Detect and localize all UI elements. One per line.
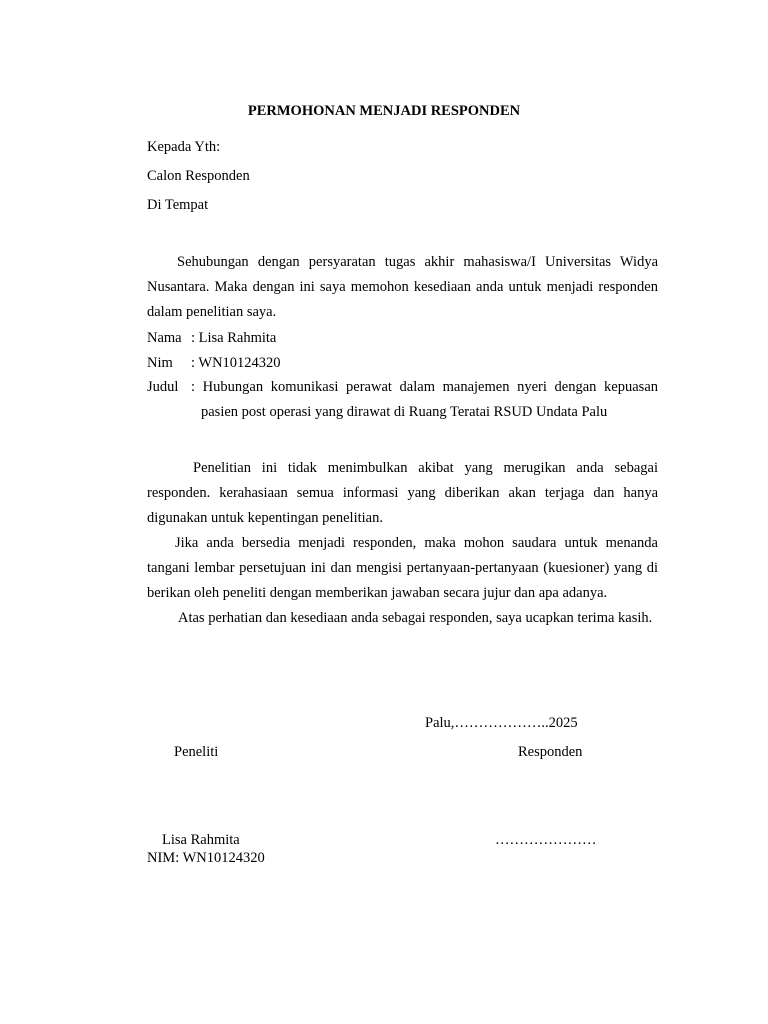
addressee-line-2: Calon Responden (147, 168, 250, 184)
field-nama (147, 331, 276, 346)
field-nim (147, 356, 281, 371)
field-judul-label: Judul (147, 379, 179, 395)
body-paragraph-2: Jika anda bersedia menjadi responden, maka mohon saudara untuk menanda tangani lembar persetujuan ini dan mengisi pertanyaan-pertanyaan (kuesioner) yang di berikan oleh peneliti dengan memberikan jawaban secara jujur dan apa adanya. (147, 535, 658, 601)
addressee-line-3: Di Tempat (147, 197, 209, 213)
signature-left-nim: NIM: WN10124320 (147, 850, 265, 866)
intro-paragraph-block (147, 250, 658, 325)
place-date: Palu,………………..2025 (425, 715, 578, 731)
intro-paragraph: Sehubungan dengan persyaratan tugas akhir mahasiswa/I Universitas Widya Nusantara. Maka dengan ini saya memohon kesediaan anda untuk menjadi responden dalam penelitian saya. (147, 254, 658, 320)
body-paragraph-1: Penelitian ini tidak menimbulkan akibat yang merugikan anda sebagai responden. kerahasiaan semua informasi yang diberikan akan terjaga dan hanya digunakan untuk kepentingan penelitian. (147, 460, 658, 526)
field-nama-label: Nama (147, 330, 182, 346)
signature-right-name: ………………… (495, 832, 597, 848)
signature-left-name: Lisa Rahmita (162, 832, 240, 848)
field-nim-label: Nim (147, 355, 173, 371)
field-nim-value: : WN10124320 (191, 355, 281, 371)
field-nama-value: : Lisa Rahmita (191, 330, 277, 346)
body-paragraphs (147, 456, 658, 631)
body-paragraph-3: Atas perhatian dan kesediaan anda sebagai responden, saya ucapkan terima kasih. (178, 610, 653, 626)
field-judul-value: : Hubungan komunikasi perawat dalam manajemen nyeri dengan kepuasan pasien post operasi yang dirawat di Ruang Teratai RSUD Undata Palu (191, 379, 658, 420)
signature-left-role: Peneliti (174, 744, 219, 760)
document-title: PERMOHONAN MENJADI RESPONDEN (247, 103, 521, 119)
signature-right-role: Responden (518, 744, 583, 760)
addressee-line-1: Kepada Yth: (147, 139, 221, 155)
